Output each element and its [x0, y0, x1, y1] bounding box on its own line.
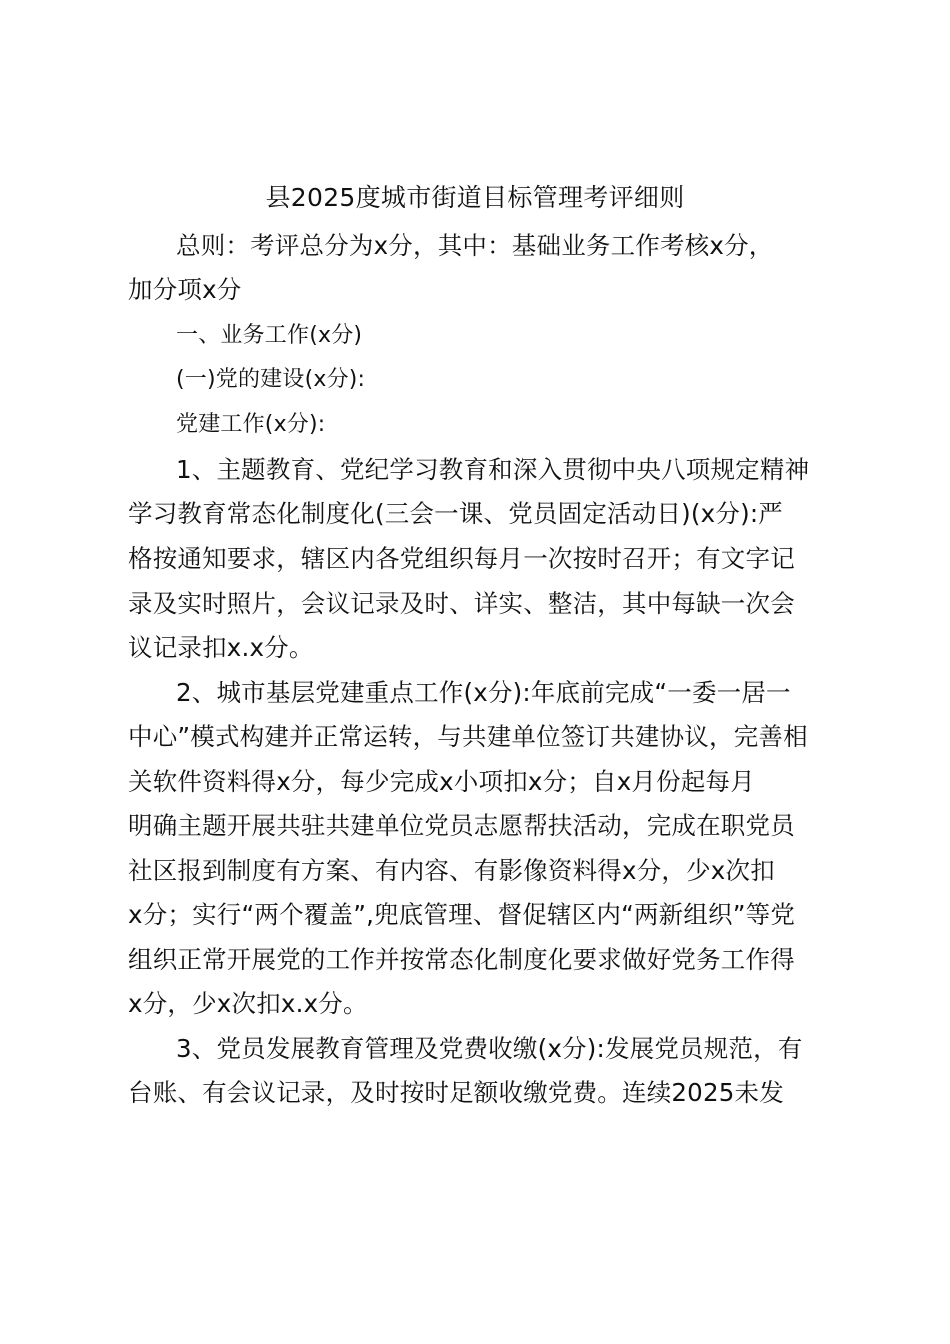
- paragraph-2-line-5: 社区报到制度有方案、有内容、有影像资料得x分，少x次扣: [128, 856, 775, 885]
- paragraph-2-line-3: 关软件资料得x分，每少完成x小项扣x分；自x月份起每月: [128, 767, 755, 796]
- paragraph-2-line-1: 2、城市基层党建重点工作(x分):年底前完成“一委一居一: [176, 678, 791, 707]
- paragraph-3-line-2: 台账、有会议记录，及时按时足额收缴党费。连续2025未发: [128, 1078, 784, 1107]
- item-heading-party-work: 党建工作(x分):: [176, 412, 326, 437]
- section-heading-business: 一、业务工作(x分): [176, 323, 363, 348]
- subsection-heading-party-building: (一)党的建设(x分):: [176, 367, 366, 392]
- paragraph-1-line-5: 议记录扣x.x分。: [128, 633, 314, 662]
- paragraph-1-line-1: 1、主题教育、党纪学习教育和深入贯彻中央八项规定精神: [176, 455, 810, 484]
- general-rule-line-2: 加分项x分: [128, 275, 242, 304]
- paragraph-2-line-6: x分；实行“两个覆盖”,兜底管理、督促辖区内“两新组织”等党: [128, 900, 796, 929]
- paragraph-1-line-4: 录及实时照片，会议记录及时、详实、整洁，其中每缺一次会: [128, 589, 795, 618]
- paragraph-2-line-4: 明确主题开展共驻共建单位党员志愿帮扶活动，完成在职党员: [128, 811, 795, 840]
- paragraph-3-line-1: 3、党员发展教育管理及党费收缴(x分):发展党员规范，有: [176, 1034, 803, 1063]
- paragraph-1-line-2: 学习教育常态化制度化(三会一课、党员固定活动日)(x分):严: [128, 499, 783, 528]
- paragraph-2-line-2: 中心”模式构建并正常运转，与共建单位签订共建协议，完善相: [128, 722, 808, 751]
- document-title: 县2025度城市街道目标管理考评细则: [265, 183, 685, 212]
- paragraph-1-line-3: 格按通知要求，辖区内各党组织每月一次按时召开；有文字记: [128, 544, 795, 573]
- paragraph-2-line-7: 组织正常开展党的工作并按常态化制度化要求做好党务工作得: [128, 945, 795, 974]
- paragraph-2-line-8: x分，少x次扣x.x分。: [128, 989, 368, 1018]
- general-rule-line-1: 总则：考评总分为x分，其中：基础业务工作考核x分，: [176, 231, 774, 260]
